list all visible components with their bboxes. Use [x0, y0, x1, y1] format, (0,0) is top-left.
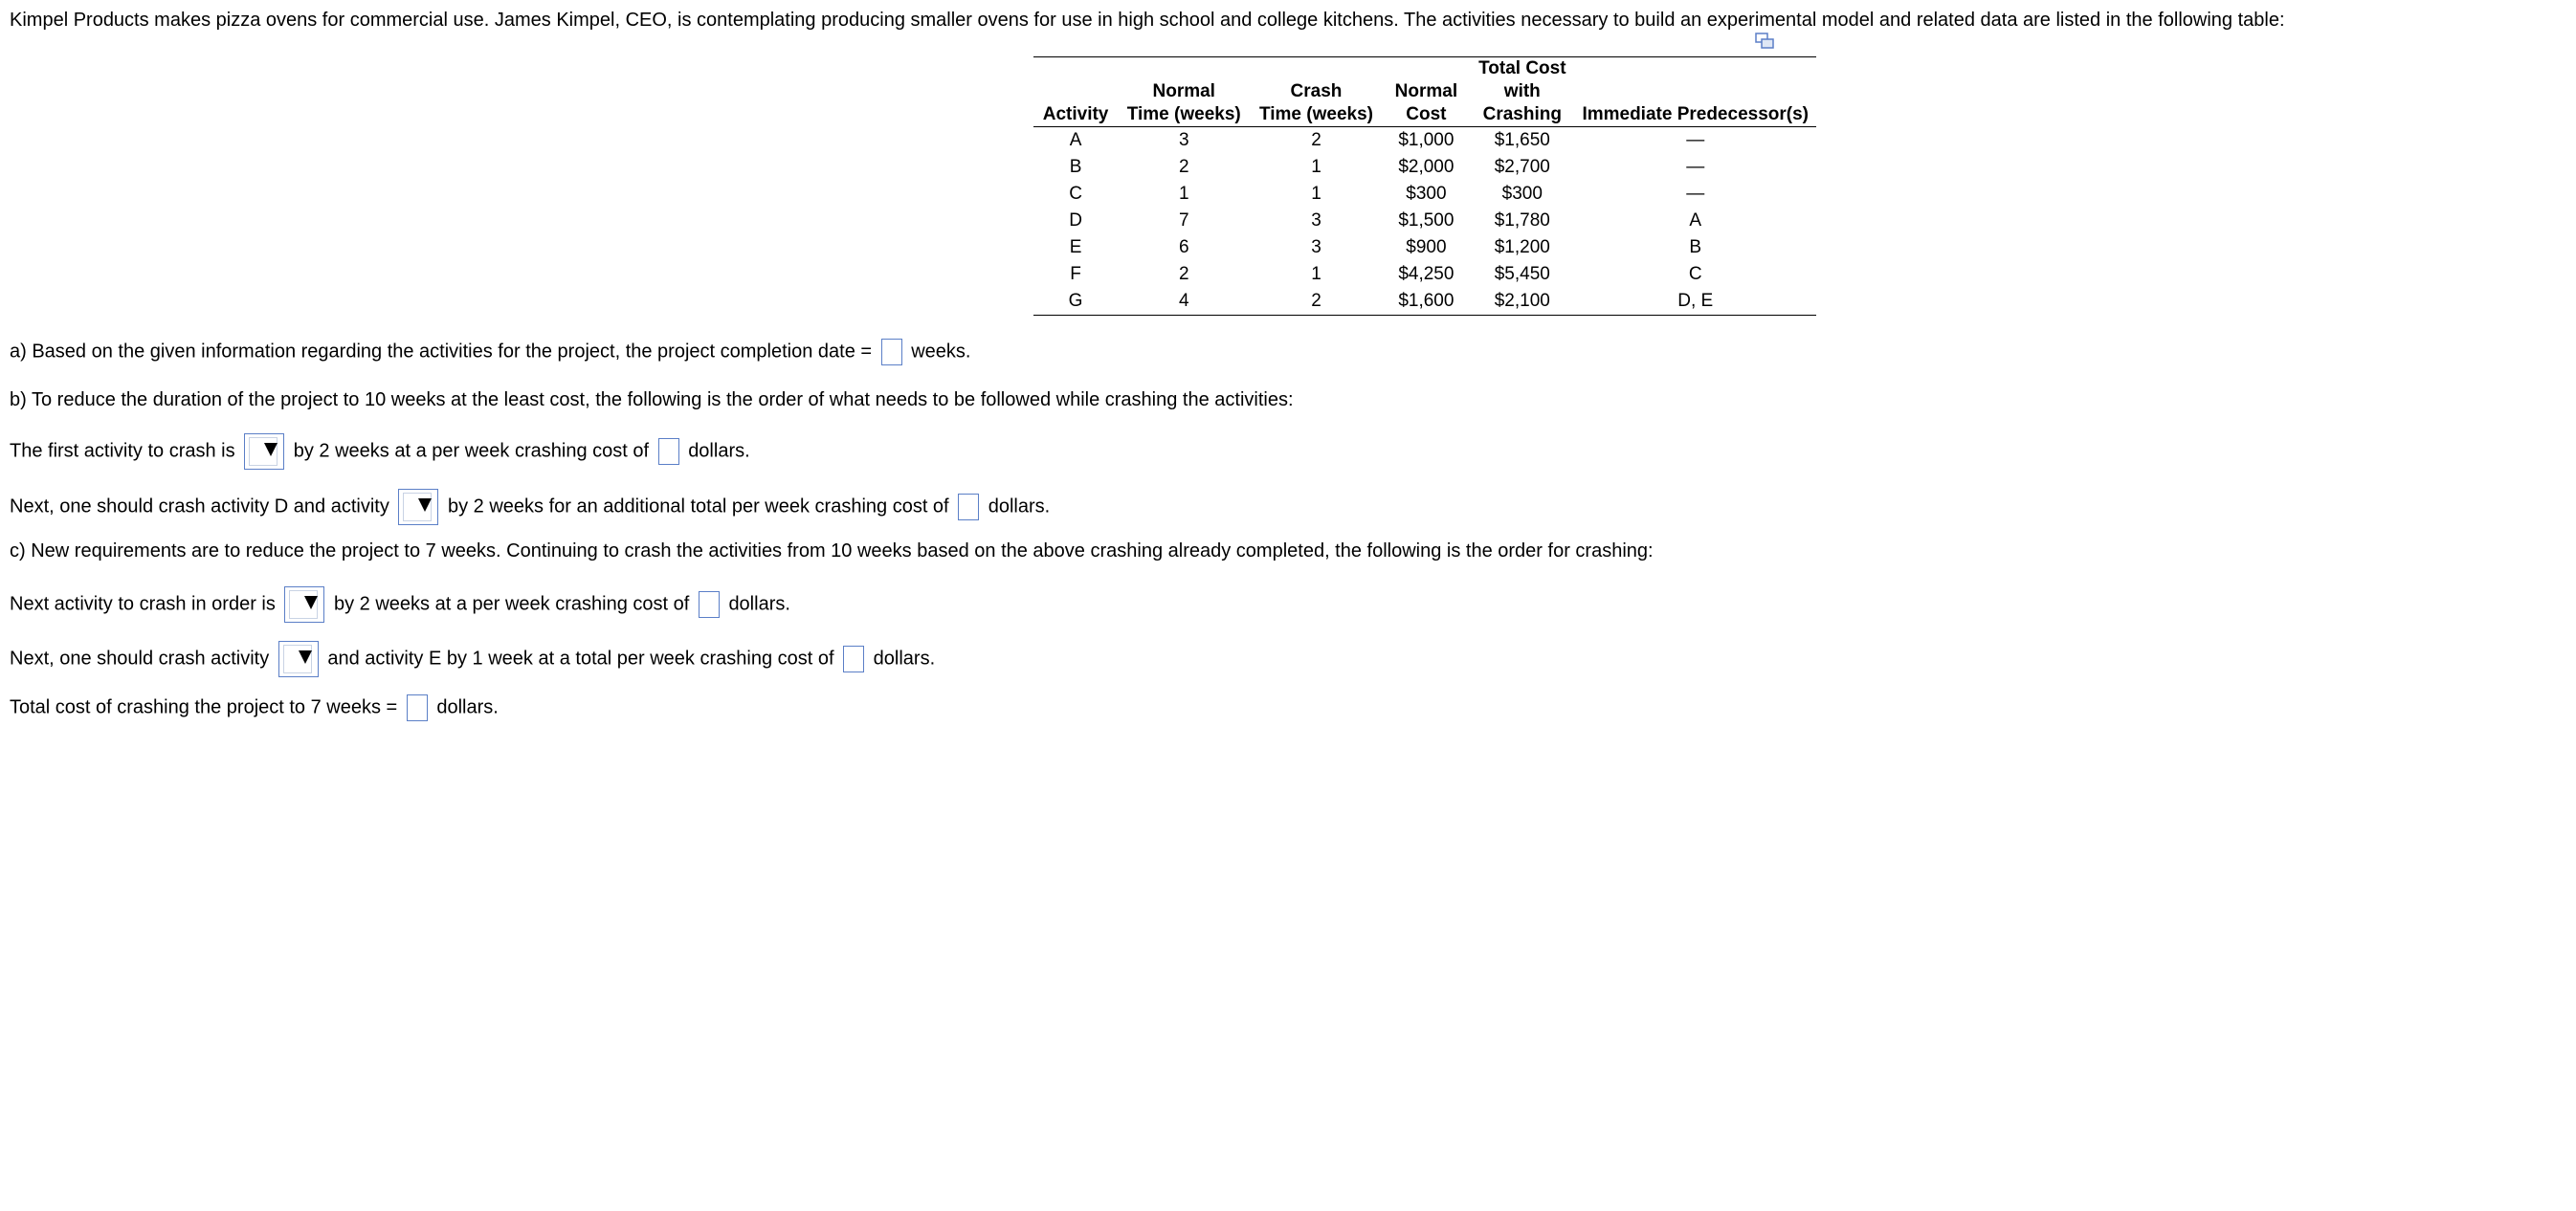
question-total [10, 694, 499, 721]
question-total-text: Total cost of crashing the project to 7 weeks = [10, 696, 398, 718]
cell-normal-time: 3 [1178, 130, 1189, 150]
cell-predecessors: B [1689, 237, 1702, 257]
first-crash-cost-input[interactable] [658, 438, 679, 465]
table-row [1033, 208, 1816, 234]
table-row [1033, 154, 1816, 181]
cell-crash-time: 1 [1311, 157, 1321, 177]
chevron-down-icon [418, 498, 432, 512]
header-activity-1 [1033, 57, 1118, 80]
header-normal-cost-3: Cost [1383, 103, 1471, 127]
cell-normal-time: 4 [1178, 291, 1189, 311]
table-row [1033, 234, 1816, 261]
table-header-row [1033, 80, 1816, 103]
table-row [1033, 181, 1816, 208]
question-b2-mid: by 2 weeks for an additional total per week crashing cost of [447, 495, 949, 517]
question-c2-unit: dollars. [873, 648, 936, 670]
cell-crash-time: 3 [1311, 210, 1321, 231]
cell-crash-time: 3 [1311, 237, 1321, 257]
cell-predecessors: — [1686, 130, 1705, 150]
second-activity-dropdown[interactable] [398, 489, 438, 525]
cell-predecessors: D, E [1677, 291, 1714, 311]
cell-crash-time: 1 [1311, 184, 1321, 204]
header-total-cost-3: Crashing [1470, 103, 1574, 127]
chevron-down-icon [299, 650, 312, 664]
question-a-unit: weeks. [911, 341, 971, 363]
first-activity-dropdown[interactable] [244, 433, 284, 470]
cell-total-cost: $1,650 [1494, 130, 1550, 150]
question-c2-mid: and activity E by 1 week at a total per week crashing cost of [327, 648, 834, 670]
header-activity-2 [1033, 80, 1118, 103]
table-header-row [1033, 57, 1816, 80]
cell-normal-time: 2 [1178, 157, 1189, 177]
final-activity-dropdown[interactable] [278, 641, 319, 677]
question-b1-mid: by 2 weeks at a per week crashing cost of [293, 440, 650, 462]
cell-activity: E [1069, 237, 1082, 257]
header-normal-time-1 [1118, 57, 1250, 80]
additional-crash-cost-input[interactable] [958, 494, 979, 520]
question-c1 [10, 586, 790, 623]
table-row [1033, 127, 1816, 155]
header-predecessors-2 [1574, 80, 1816, 103]
question-c1-unit: dollars. [728, 593, 790, 615]
question-c-intro: c) New requirements are to reduce the project to 7 weeks. Continuing to crash the activities from 10 weeks based on the above crashing already completed, the following is the order for crashing: [10, 540, 1654, 561]
copy-table-icon[interactable] [1755, 33, 1774, 50]
cell-normal-cost: $1,600 [1398, 291, 1455, 311]
cell-predecessors: — [1686, 184, 1705, 204]
cell-total-cost: $2,100 [1494, 291, 1550, 311]
cell-crash-time: 2 [1311, 130, 1321, 150]
table-row [1033, 288, 1816, 315]
question-b-intro: b) To reduce the duration of the project to 10 weeks at the least cost, the following is the order of what needs to be followed while crashing the activities: [10, 389, 1294, 410]
question-b1 [10, 433, 750, 470]
header-normal-time-3: Time (weeks) [1118, 103, 1250, 127]
cell-normal-cost: $1,000 [1398, 130, 1455, 150]
question-b2 [10, 489, 1050, 525]
header-total-cost-1: Total Cost [1478, 58, 1566, 78]
cell-crash-time: 1 [1311, 264, 1321, 284]
header-predecessors-1 [1574, 57, 1816, 80]
question-a [10, 339, 970, 365]
completion-date-input[interactable] [881, 339, 902, 365]
cell-crash-time: 2 [1311, 291, 1321, 311]
question-a-text: a) Based on the given information regarding the activities for the project, the project completion date = [10, 341, 873, 363]
cell-activity: A [1069, 130, 1082, 150]
cell-activity: C [1069, 184, 1082, 204]
next-crash-cost-input[interactable] [699, 591, 720, 618]
header-normal-time-2: Normal [1152, 81, 1215, 101]
cell-total-cost: $1,780 [1494, 210, 1550, 231]
cell-normal-time: 1 [1178, 184, 1189, 204]
question-b2-unit: dollars. [988, 495, 1051, 517]
cell-activity: G [1068, 291, 1083, 311]
cell-normal-time: 6 [1178, 237, 1189, 257]
cell-normal-time: 2 [1178, 264, 1189, 284]
table-header-row [1033, 103, 1816, 127]
cell-activity: D [1069, 210, 1082, 231]
cell-predecessors: — [1686, 157, 1705, 177]
header-predecessors-3: Immediate Predecessor(s) [1574, 103, 1816, 127]
table-row [1033, 261, 1816, 288]
header-activity-3: Activity [1033, 103, 1118, 127]
activity-table [1033, 57, 1816, 315]
header-normal-cost-2: Normal [1394, 81, 1458, 101]
cell-normal-cost: $4,250 [1398, 264, 1455, 284]
cell-normal-cost: $1,500 [1398, 210, 1455, 231]
question-c1-text: Next activity to crash in order is [10, 593, 276, 615]
header-crash-time-2: Crash [1290, 81, 1343, 101]
question-c2-text: Next, one should crash activity [10, 648, 270, 670]
cell-predecessors: A [1689, 210, 1702, 231]
cell-activity: B [1069, 157, 1082, 177]
cell-normal-cost: $300 [1406, 184, 1447, 204]
cell-total-cost: $2,700 [1494, 157, 1550, 177]
cell-predecessors: C [1688, 264, 1702, 284]
header-crash-time-1 [1250, 57, 1382, 80]
question-c2 [10, 641, 935, 677]
question-b1-text: The first activity to crash is [10, 440, 235, 462]
cell-total-cost: $5,450 [1494, 264, 1550, 284]
chevron-down-icon [264, 443, 278, 456]
question-b1-unit: dollars. [688, 440, 750, 462]
question-b2-text: Next, one should crash activity D and activity [10, 495, 389, 517]
next-activity-dropdown[interactable] [284, 586, 324, 623]
cell-normal-cost: $2,000 [1398, 157, 1455, 177]
question-total-unit: dollars. [436, 696, 499, 718]
question-c1-mid: by 2 weeks at a per week crashing cost of [334, 593, 690, 615]
total-crash-cost-input[interactable] [407, 694, 428, 721]
header-total-cost-2: with [1503, 81, 1541, 101]
cell-total-cost: $300 [1501, 184, 1543, 204]
final-crash-cost-input[interactable] [843, 646, 864, 672]
header-normal-cost-1 [1383, 57, 1471, 80]
cell-normal-time: 7 [1178, 210, 1189, 231]
cell-normal-cost: $900 [1406, 237, 1447, 257]
cell-total-cost: $1,200 [1494, 237, 1550, 257]
problem-intro: Kimpel Products makes pizza ovens for commercial use. James Kimpel, CEO, is contemplating producing smaller ovens for use in high school and college kitchens. The activities necessary to build an experimental model and related data are listed in the following table: [10, 10, 2285, 31]
chevron-down-icon [304, 596, 318, 609]
header-crash-time-3: Time (weeks) [1250, 103, 1382, 127]
cell-activity: F [1070, 264, 1081, 284]
activity-table-container [1033, 56, 1816, 316]
